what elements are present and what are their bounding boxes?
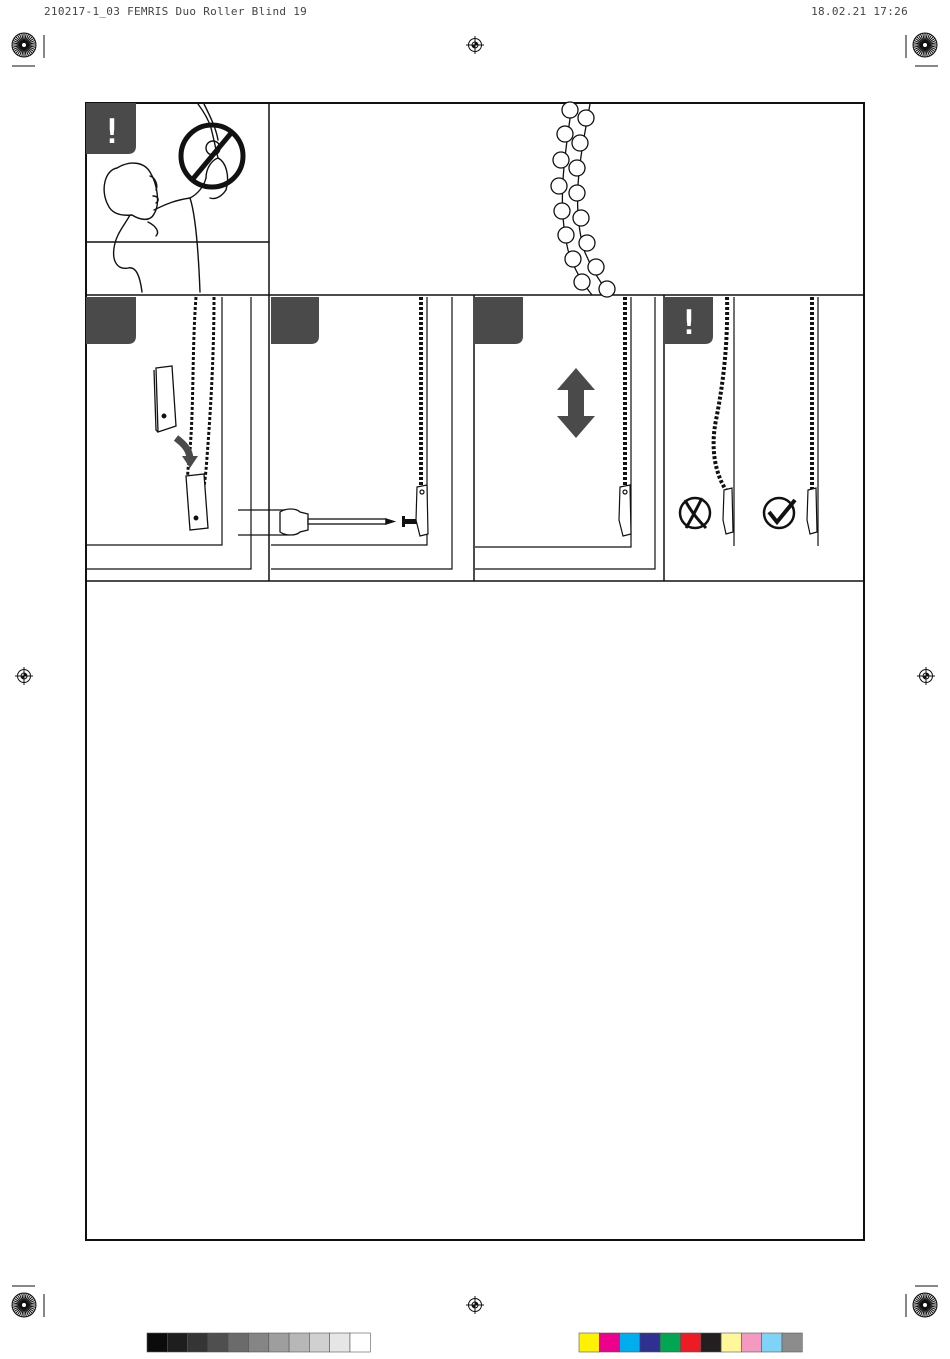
- process-swatch: [721, 1333, 741, 1352]
- gray-swatch: [249, 1333, 269, 1352]
- process-swatch: [701, 1333, 721, 1352]
- gray-swatch: [228, 1333, 248, 1352]
- process-color-bar: [579, 1333, 802, 1352]
- process-swatch: [660, 1333, 680, 1352]
- process-swatch: [782, 1333, 802, 1352]
- gray-swatch: [167, 1333, 187, 1352]
- gray-swatch: [208, 1333, 228, 1352]
- gray-swatch: [289, 1333, 309, 1352]
- gray-swatch: [188, 1333, 208, 1352]
- gray-scale-bar: [147, 1333, 370, 1352]
- gray-swatch: [350, 1333, 370, 1352]
- warning-exclamation-icon: !: [678, 303, 700, 343]
- timestamp: 18.02.21 17:26: [811, 5, 908, 18]
- gray-swatch: [147, 1333, 167, 1352]
- gray-swatch: [330, 1333, 350, 1352]
- process-swatch: [640, 1333, 660, 1352]
- process-swatch: [599, 1333, 619, 1352]
- gray-swatch: [309, 1333, 329, 1352]
- gray-swatch: [269, 1333, 289, 1352]
- process-swatch: [579, 1333, 599, 1352]
- process-swatch: [681, 1333, 701, 1352]
- process-swatch: [741, 1333, 761, 1352]
- process-swatch: [762, 1333, 782, 1352]
- file-label: 210217-1_03 FEMRIS Duo Roller Blind 19: [44, 5, 308, 18]
- warning-exclamation-icon: !: [101, 112, 123, 152]
- process-swatch: [620, 1333, 640, 1352]
